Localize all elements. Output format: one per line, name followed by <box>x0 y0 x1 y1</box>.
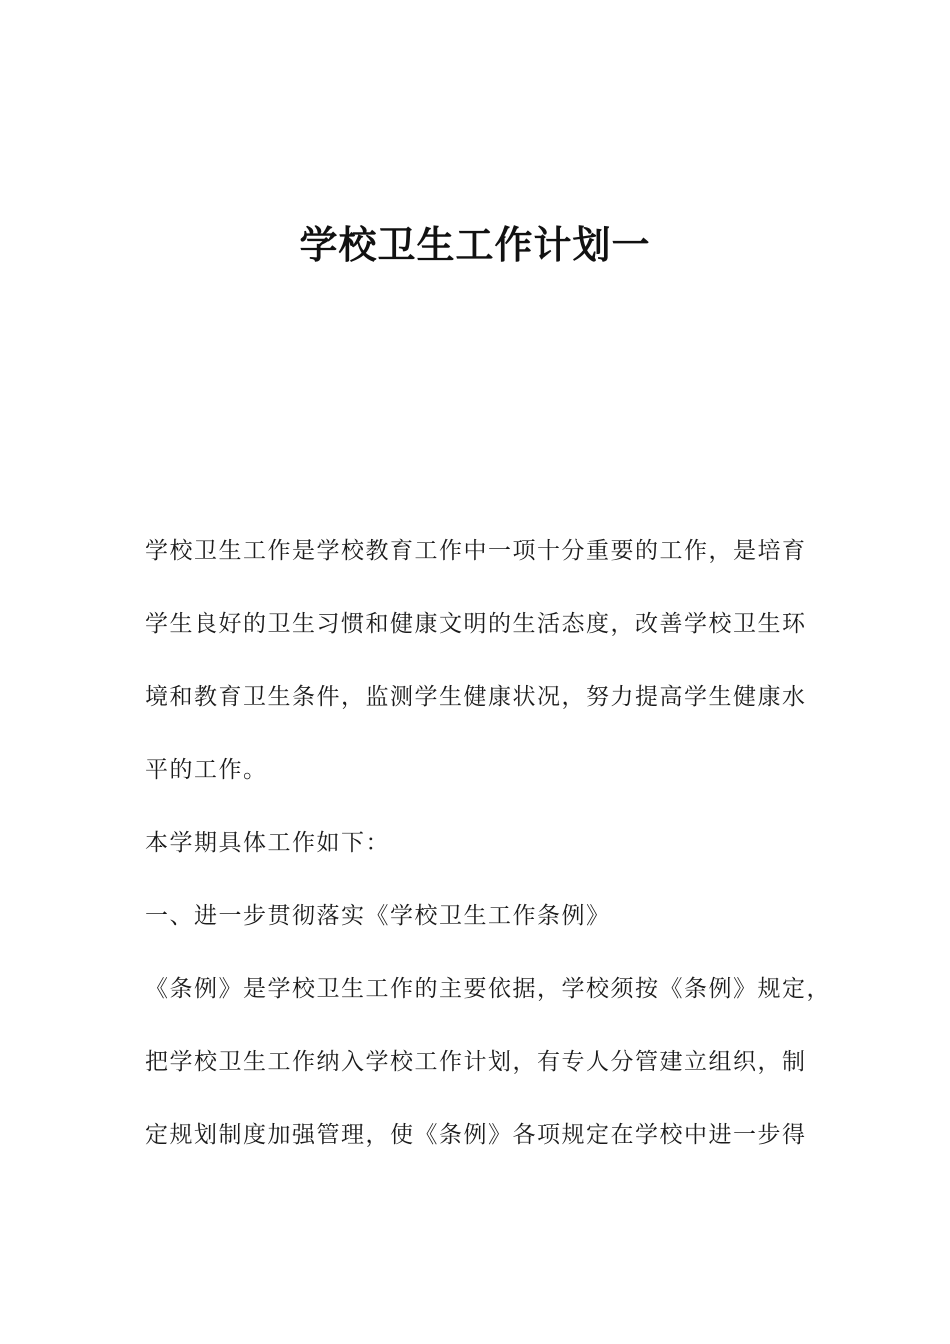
body-line: 定规划制度加强管理，使《条例》各项规定在学校中进一步得 <box>145 1122 807 1148</box>
body-line: 把学校卫生工作纳入学校工作计划，有专人分管建立组织，制 <box>145 1049 807 1075</box>
document-title: 学校卫生工作计划一 <box>299 223 651 267</box>
body-line: 境和教育卫生条件，监测学生健康状况，努力提高学生健康水 <box>145 684 807 710</box>
document-body <box>145 527 835 1160</box>
section-heading: 一、进一步贯彻落实《学校卫生工作条例》 <box>145 903 611 929</box>
body-line: 学校卫生工作是学校教育工作中一项十分重要的工作，是培育 <box>145 538 807 564</box>
body-line: 《条例》是学校卫生工作的主要依据，学校须按《条例》规定， <box>145 976 831 1002</box>
body-line: 本学期具体工作如下： <box>145 830 390 856</box>
body-line: 学生良好的卫生习惯和健康文明的生活态度，改善学校卫生环 <box>145 611 807 637</box>
body-line: 平的工作。 <box>145 757 268 783</box>
